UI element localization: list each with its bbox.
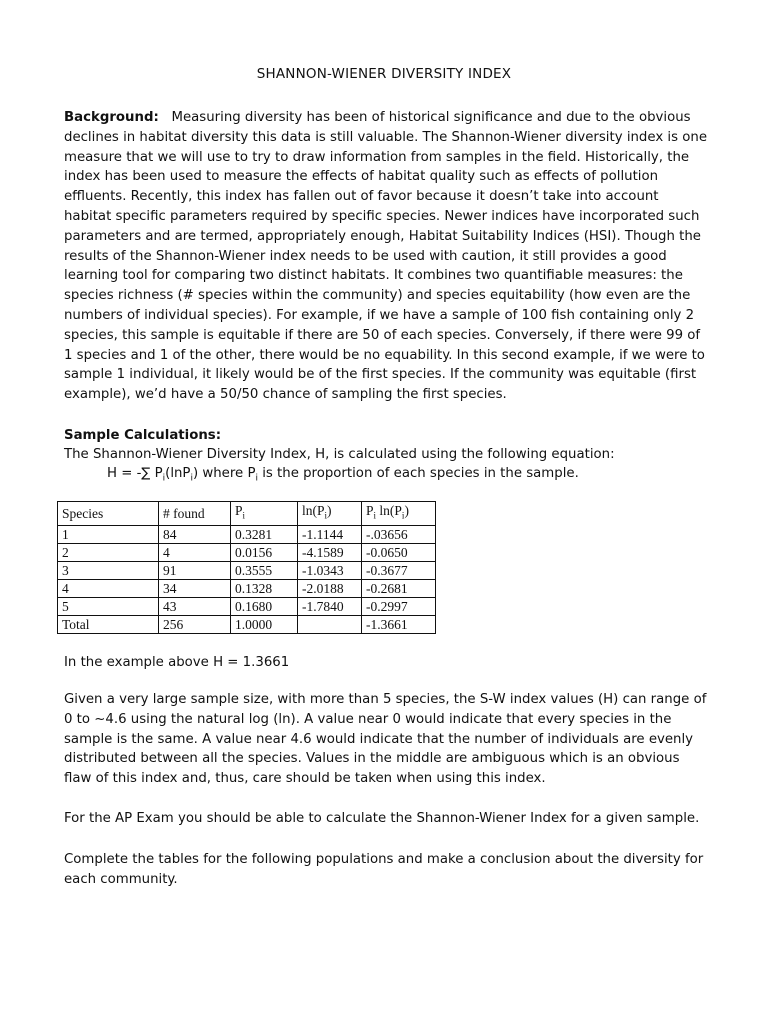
- cell-pi-ln-pi: -.03656: [362, 525, 436, 543]
- header-pi-ln-pi: $P_i$ $\ln(P_i)$: [362, 502, 436, 526]
- table-total-row: [58, 615, 436, 633]
- cell-pi-ln-pi: -0.2997: [362, 597, 436, 615]
- header-found: # found: [159, 502, 231, 526]
- header-species: Species: [58, 502, 159, 526]
- cell-pi: 0.1328: [231, 579, 298, 597]
- header-ln-pi: $\ln(P_i)$: [298, 502, 362, 526]
- cell-pi: 1.0000: [231, 615, 298, 633]
- cell-ln-pi: -1.7840: [298, 597, 362, 615]
- cell-pi-ln-pi: -0.0650: [362, 543, 436, 561]
- equation: H = -∑ $P_i(\ln P_i)$ where $P_i$ is the proportion of each species in the sample.: [107, 466, 579, 484]
- sample-data-table: [57, 501, 436, 634]
- h-result-text: In the example above H = 1.3661: [64, 655, 290, 670]
- cell-pi: 0.0156: [231, 543, 298, 561]
- page-title: SHANNON-WIENER DIVERSITY INDEX: [256, 66, 512, 82]
- cell-pi-ln-pi: -1.3661: [362, 615, 436, 633]
- cell-species: 5: [58, 597, 159, 615]
- cell-ln-pi: -4.1589: [298, 543, 362, 561]
- range-paragraph: Given a very large sample size, with more than 5 species, the S-W index values (H) can range of 0 to ~4.6 using the natural log (ln). A value near 0 would indicate that every species in the sample is the same. A value near 4.6 would indicate that the number of individuals are evenly distributed between all the species. Values in the middle are ambiguous which is an obvious flaw of this index and, thus, care should be taken when using this index.: [64, 692, 707, 787]
- cell-species: 4: [58, 579, 159, 597]
- cell-pi: 0.3281: [231, 525, 298, 543]
- cell-pi-ln-pi: -0.3677: [362, 561, 436, 579]
- instructions-paragraph: Complete the tables for the following populations and make a conclusion about the diversity for each community.: [64, 852, 704, 887]
- cell-ln-pi: -2.0188: [298, 579, 362, 597]
- header-pi: $P_i$: [231, 502, 298, 526]
- cell-species: 1: [58, 525, 159, 543]
- table-header-row: [58, 502, 436, 526]
- cell-found: 84: [159, 525, 231, 543]
- sample-calculations-heading: Sample Calculations:: [64, 428, 222, 443]
- cell-found: 43: [159, 597, 231, 615]
- cell-found: 256: [159, 615, 231, 633]
- background-text: Measuring diversity has been of historical significance and due to the obvious declines in habitat diversity this data is still valuable. The Shannon-Wiener diversity index is one measure that we will use to try to draw information from samples in the field. Historically, the index has been used to measure the effects of habitat quality such as effects of pollution effluents. Recently, this index has fallen out of favor because it doesn’t take into account habitat specific parameters required by specific species. Newer indices have incorporated such parameters and are termed, appropriately enough, Habitat Suitability Indices (HSI). Though the results of the Shannon-Wiener index needs to be used with caution, it still provides a good learning tool for comparing two distinct habitats. It combines two quantifiable measures: the species richness (# species within the community) and species equitability (how even are the numbers of individual species). For example, if we have a sample of 100 fish containing only 2 species, this sample is equitable if there are 50 of each species. Conversely, if there were 99 of 1 species and 1 of the other, there would be no equability. In this second example, if we were to sample 1 individual, it likely would be of the first species. If the community was equitable (first example), we’d have a 50/50 chance of sampling the first species.: [64, 110, 708, 403]
- background-paragraph: [64, 108, 710, 405]
- table-row: [58, 579, 436, 597]
- table-row: [58, 561, 436, 579]
- cell-pi: 0.3555: [231, 561, 298, 579]
- cell-pi-ln-pi: -0.2681: [362, 579, 436, 597]
- cell-ln-pi: -1.1144: [298, 525, 362, 543]
- cell-species: 3: [58, 561, 159, 579]
- background-label: Background:: [64, 110, 159, 125]
- table-row: [58, 525, 436, 543]
- cell-species: Total: [58, 615, 159, 633]
- cell-found: 91: [159, 561, 231, 579]
- cell-species: 2: [58, 543, 159, 561]
- cell-ln-pi: [298, 615, 362, 633]
- ap-exam-paragraph: For the AP Exam you should be able to calculate the Shannon-Wiener Index for a given sample.: [64, 811, 700, 826]
- table-row: [58, 597, 436, 615]
- table-row: [58, 543, 436, 561]
- sample-intro: The Shannon-Wiener Diversity Index, H, is calculated using the following equation:: [64, 447, 615, 462]
- cell-ln-pi: -1.0343: [298, 561, 362, 579]
- cell-found: 4: [159, 543, 231, 561]
- cell-found: 34: [159, 579, 231, 597]
- cell-pi: 0.1680: [231, 597, 298, 615]
